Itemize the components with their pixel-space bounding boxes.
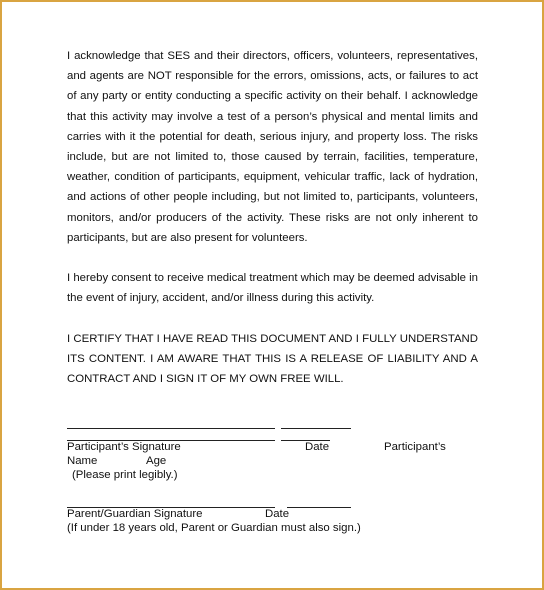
participant-signature-line[interactable] [67,428,275,429]
medical-consent-paragraph: I hereby consent to receive medical treatment which may be deemed advisable in the event of injury, accident, and/or illness during this activity. [67,272,478,305]
participant-signature-label: Participant’s Signature [67,441,181,453]
certification-paragraph: I CERTIFY THAT I HAVE READ THIS DOCUMENT AND I FULLY UNDERSTAND ITS CONTENT. I AM AWARE THAT THIS IS A RELEASE OF LIABILITY AND A CONTRACT AND I SIGN IT OF MY OWN FREE WILL. [67,332,478,386]
participant-date-label: Date [305,441,330,453]
guardian-signature-label: Parent/Guardian Signature [67,508,203,520]
guardian-date-label: Date [265,508,290,520]
print-legibly-note: (Please print legibly.) [72,469,178,481]
liability-paragraph: I acknowledge that SES and their directors, officers, volunteers, representatives, and agents are NOT responsible for the errors, omissions, acts, or failures to act of any party or entity conducting a specific activity on their behalf. I acknowledge that this activity may involve a test of a person’s physical and mental limits and carries with it the potential for death, serious injury, and property loss. The risks include, but are not limited to, those caused by terrain, facilities, temperature, weather, condition of participants, equipment, vehicular traffic, lack of hydration, and actions of other people including, but not limited to, participants, volunteers, monitors, and/or producers of the activity. These risks are not only inherent to participants, but are also present for volunteers. [67,50,478,244]
participant-age-label: Age [146,455,167,467]
guardian-requirement-note: (If under 18 years old, Parent or Guardian must also sign.) [67,522,361,534]
guardian-date-line[interactable] [287,507,351,508]
participant-name-label-cont: Name [67,455,98,467]
document-body [67,46,478,410]
participant-date-line[interactable] [281,428,351,429]
participant-name-label: Participant’s [384,441,446,453]
